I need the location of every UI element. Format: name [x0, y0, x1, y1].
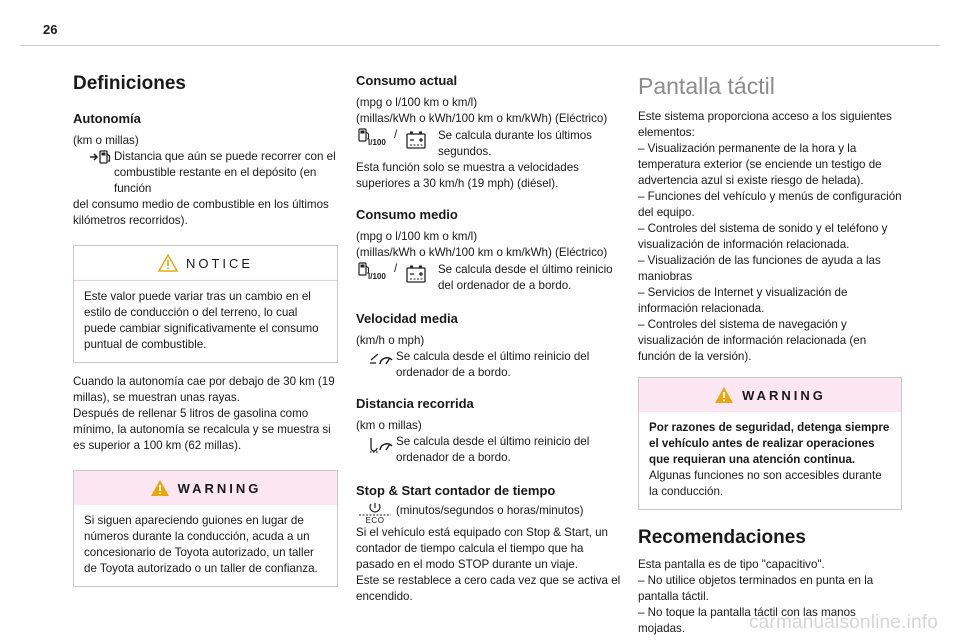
velocidad-media-units: (km/h o mph): [356, 334, 425, 347]
icon-separator: /: [394, 262, 398, 275]
pantalla-item-6: – Controles del sistema de navegación y visualización de información relacionada (en función de la versión).: [638, 318, 867, 363]
warning-header-pantalla: [639, 378, 901, 412]
autonomia-para-1: Cuando la autonomía cae por debajo de 30 km (19 millas), se muestran unas rayas.: [73, 375, 335, 404]
distancia-recorrida-desc: Se calcula desde el último reinicio del ordenador de a bordo.: [396, 435, 590, 464]
stop-start-para-1: Si el vehículo está equipado con Stop & Start, un contador de tiempo calcula el tiempo que ha pasado en el modo STOP durante un viaje.: [356, 526, 609, 571]
stop-start-units: (minutos/segundos o horas/minutos): [396, 504, 584, 517]
warning-box: [73, 470, 338, 587]
stop-start-eco-icon: [356, 503, 394, 525]
heading-distancia-recorrida: Distancia recorrida: [356, 396, 474, 411]
velocidad-media-desc: Se calcula desde el último reinicio del ordenador de a bordo.: [396, 350, 590, 379]
consumo-actual-units-1: (mpg o l/100 km o km/l): [356, 96, 478, 109]
autonomia-units: (km o millas): [73, 134, 139, 147]
heading-stop-start: Stop & Start contador de tiempo: [356, 483, 556, 498]
heading-velocidad-media: Velocidad media: [356, 311, 458, 326]
warning-icon: [714, 386, 734, 404]
heading-consumo-medio: Consumo medio: [356, 207, 458, 222]
warning-bold-text: Por razones de seguridad, detenga siempre el vehículo antes de realizar operaciones que requieran una atención continua.: [649, 421, 890, 466]
pantalla-item-3: – Controles del sistema de sonido y el teléfono y visualización de información relacionada.: [638, 222, 888, 251]
section-title-definiciones: Definiciones: [73, 73, 186, 94]
eco-label: ECO: [365, 516, 385, 525]
page-number: 26: [43, 22, 58, 37]
heading-consumo-actual: Consumo actual: [356, 73, 458, 88]
consumo-actual-note: Esta función solo se muestra a velocidades superiores a 30 km/h (19 mph) (diésel).: [356, 161, 579, 190]
icon-separator: /: [394, 128, 398, 141]
warning-text: Si siguen apareciendo guiones en lugar de números durante la conducción, acuda a un concesionario de Toyota autorizado, un taller de Toyota autorizado o un taller de confianza.: [84, 514, 318, 575]
autonomia-desc-rest: del consumo medio de combustible en los últimos kilómetros recorridos).: [73, 198, 329, 227]
pantalla-item-5: – Servicios de Internet y visualización de información relacionada.: [638, 286, 848, 315]
warning-text-pantalla: Algunas funciones no son accesibles durante la conducción.: [649, 469, 882, 498]
distance-travelled-icon: [356, 434, 396, 454]
notice-text: Este valor puede variar tras un cambio en el estilo de conducción o del terreno, lo cual puede cambiar significativamente el consumo puntual de combustible.: [84, 290, 319, 351]
fuel-range-icon: [73, 149, 114, 165]
avg-fuel-consumption-icon: [356, 262, 390, 281]
section-title-recomendaciones: Recomendaciones: [638, 527, 806, 548]
column-consumo: [356, 72, 621, 605]
notice-header: [74, 246, 337, 281]
recomendaciones-item-2: – No toque la pantalla táctil con las manos mojadas.: [638, 606, 856, 635]
autonomia-desc-1: Distancia que aún se puede recorrer con el: [114, 150, 336, 163]
warning-box-pantalla: [638, 377, 902, 510]
average-speed-icon: [356, 349, 396, 367]
warning-title-pantalla: WARNING: [742, 387, 826, 403]
avg-fuel-consumption-icon-label: l/100: [368, 272, 386, 281]
heading-autonomia: Autonomía: [73, 111, 141, 126]
stop-start-para-2: Este se restablece a cero cada vez que se activa el encendido.: [356, 574, 621, 603]
notice-box: [73, 245, 338, 363]
notice-icon: [158, 254, 178, 272]
consumo-actual-units-2: (millas/kWh o kWh/100 km o km/kWh) (Eléctrico): [356, 112, 608, 125]
notice-title: NOTICE: [185, 255, 254, 271]
column-pantalla: [638, 72, 902, 637]
section-title-pantalla-tactil: Pantalla táctil: [638, 73, 775, 99]
autonomia-para-2: Después de rellenar 5 litros de gasolina como mínimo, la autonomía se recalcula y se muestra si es superior a 100 km (62 millas).: [73, 407, 331, 452]
consumo-medio-units-1: (mpg o l/100 km o km/l): [356, 230, 478, 243]
pantalla-item-4: – Visualización de las funciones de ayuda a las maniobras: [638, 254, 881, 283]
consumo-medio-desc: Se calcula desde el último reinicio del ordenador de a bordo.: [437, 263, 613, 292]
consumo-medio-units-2: (millas/kWh o kWh/100 km o km/kWh) (Eléctrico): [356, 246, 608, 259]
battery-consumption-icon: [404, 128, 438, 152]
consumo-actual-desc: Se calcula durante los últimos segundos.: [437, 129, 592, 158]
warning-header: [74, 471, 337, 505]
pantalla-item-1: – Visualización permanente de la hora y la temperatura exterior (se enciende un testigo de advertencia azul si existe riesgo de helada).: [638, 142, 882, 187]
warning-icon: [150, 479, 170, 497]
recomendaciones-item-1: – No utilice objetos terminados en punta en la pantalla táctil.: [638, 574, 874, 603]
watermark: carmanualsonline.info: [748, 612, 938, 633]
autonomia-desc-2: combustible restante en el depósito (en función: [114, 166, 317, 195]
distancia-recorrida-units: (km o millas): [356, 419, 422, 432]
avg-battery-consumption-icon: [404, 262, 438, 286]
pantalla-item-2: – Funciones del vehículo y menús de configuración del equipo.: [638, 190, 902, 219]
pantalla-intro: Este sistema proporciona acceso a los siguientes elementos:: [638, 110, 892, 139]
fuel-consumption-icon-label: l/100: [368, 138, 386, 147]
recomendaciones-intro: Esta pantalla es de tipo "capacitivo".: [638, 558, 825, 571]
header-divider: [20, 45, 940, 46]
warning-title: WARNING: [177, 480, 262, 496]
column-definiciones: [73, 72, 338, 587]
fuel-consumption-icon: [356, 128, 390, 147]
